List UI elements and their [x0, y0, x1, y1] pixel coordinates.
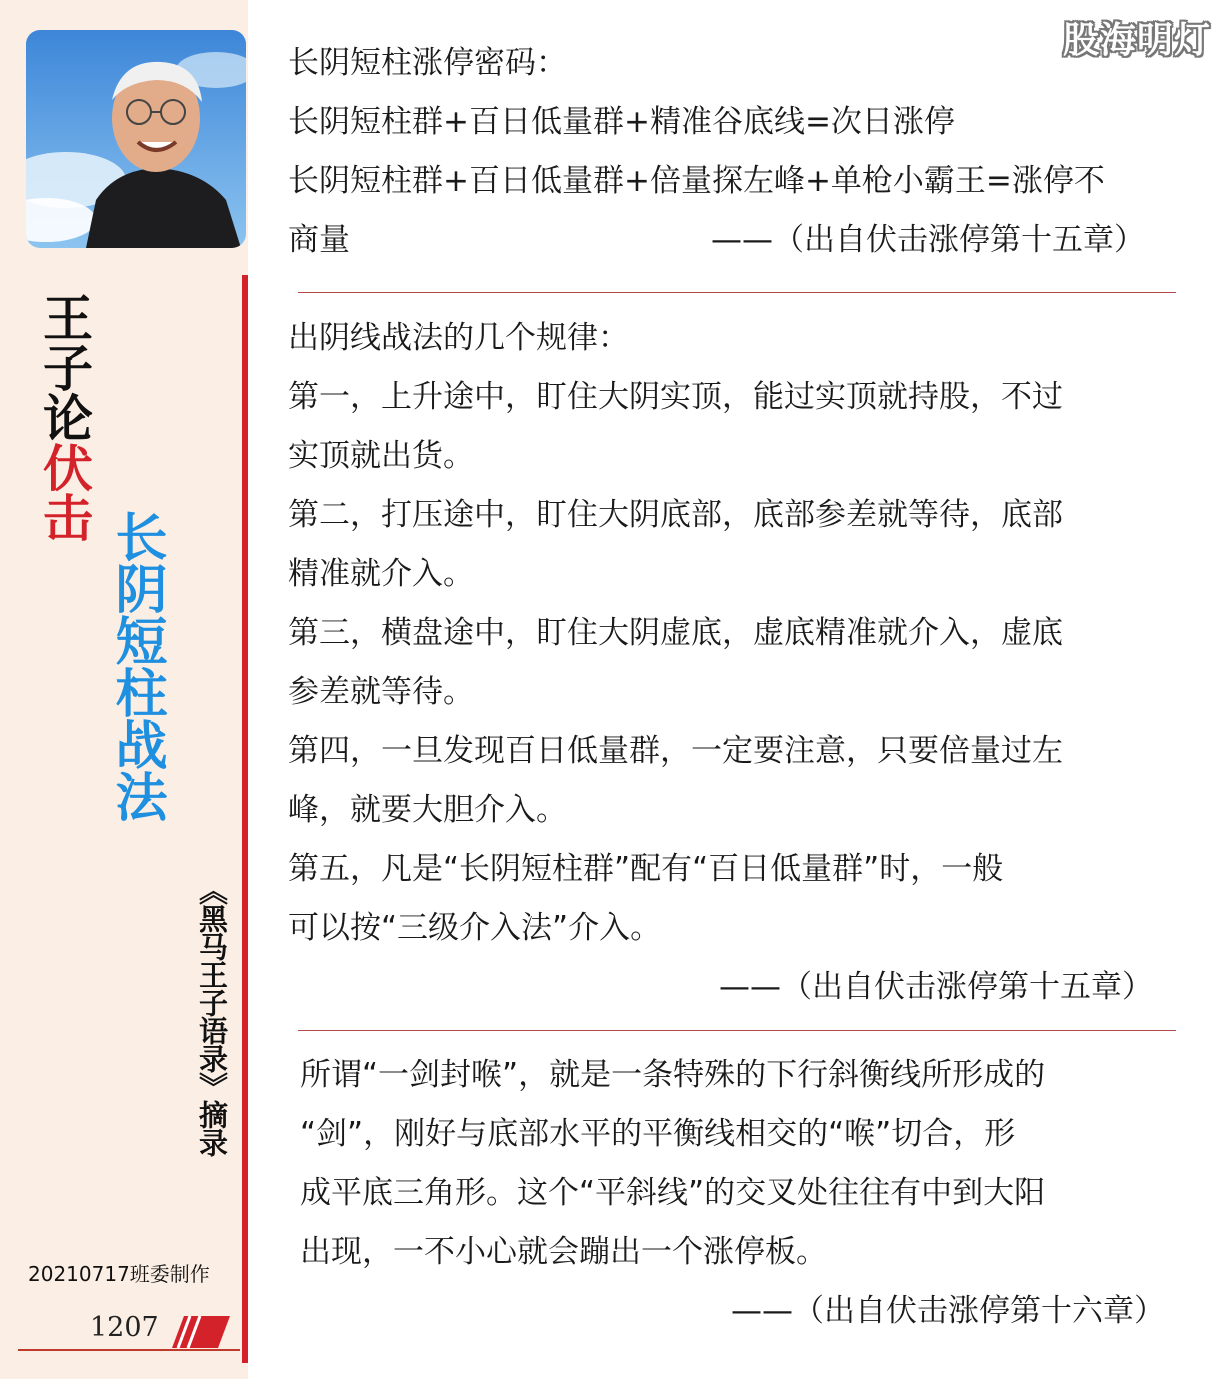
rule-line: 参差就等待。 — [288, 674, 474, 710]
section-1 — [288, 34, 1193, 270]
section-2-heading: 出阴线战法的几个规律： — [288, 320, 629, 356]
section-divider — [298, 292, 1176, 293]
credit-text: 20210717班委制作 — [28, 1262, 210, 1286]
sidebar-title-line2: 长阴短柱战法 — [106, 510, 167, 822]
section-3-citation: ——（出自伏击涨停第十六章） — [731, 1293, 1165, 1329]
title-accent: 伏击 — [35, 442, 94, 542]
rule-line: 第三，横盘途中，盯住大阴虚底，虚底精准就介入，虚底 — [288, 615, 1063, 651]
rule-line: 峰，就要大胆介入。 — [288, 792, 567, 828]
sidebar-title-line1 — [35, 292, 94, 542]
rule-line: 第二，打压途中，盯住大阴底部，底部参差就等待，底部 — [288, 497, 1063, 533]
section-1-last-line — [288, 211, 1193, 270]
author-portrait — [26, 30, 246, 248]
rule-line: 第五，凡是“长阴短柱群”配有“百日低量群”时，一般 — [288, 851, 1004, 887]
section-2-citation: ——（出自伏击涨停第十五章） — [719, 969, 1153, 1005]
section-1-line: 商量 — [288, 222, 350, 258]
rule-line: 实顶就出货。 — [288, 438, 474, 474]
rule-line: 可以按“三级介入法”介入。 — [288, 910, 662, 946]
page-number: 1207 — [90, 1312, 159, 1343]
title-main: 王子论 — [35, 292, 94, 442]
page-number-rule — [18, 1349, 240, 1351]
section-1-line: 长阴短柱群+百日低量群+倍量探左峰+单枪小霸王=涨停不 — [288, 163, 1105, 199]
section-2 — [288, 309, 1193, 1017]
watermark: 股海明灯 — [1062, 20, 1211, 61]
sidebar-red-bar — [242, 275, 248, 1363]
section-3-line: “剑”，刚好与底部水平的平衡线相交的“喉”切合，形 — [300, 1116, 1016, 1152]
section-3-line: 所谓“一剑封喉”，就是一条特殊的下行斜衡线所形成的 — [300, 1057, 1046, 1093]
section-3 — [300, 1046, 1205, 1341]
page-stripe-icon — [172, 1316, 230, 1348]
portrait-image — [26, 30, 246, 248]
section-1-line: 长阴短柱群+百日低量群+精准谷底线=次日涨停 — [288, 104, 955, 140]
rule-line: 精准就介入。 — [288, 556, 474, 592]
section-1-heading: 长阴短柱涨停密码： — [288, 45, 567, 81]
section-3-line: 出现，一不小心就会蹦出一个涨停板。 — [300, 1234, 827, 1270]
section-3-line: 成平底三角形。这个“平斜线”的交叉处往往有中到大阳 — [300, 1175, 1046, 1211]
rule-line: 第一，上升途中，盯住大阴实顶，能过实顶就持股，不过 — [288, 379, 1063, 415]
rule-line: 第四，一旦发现百日低量群，一定要注意，只要倍量过左 — [288, 733, 1063, 769]
source-note: 《黑马王子语录》摘录 — [195, 876, 229, 1156]
section-1-citation: ——（出自伏击涨停第十五章） — [711, 222, 1145, 258]
section-divider — [298, 1030, 1176, 1031]
